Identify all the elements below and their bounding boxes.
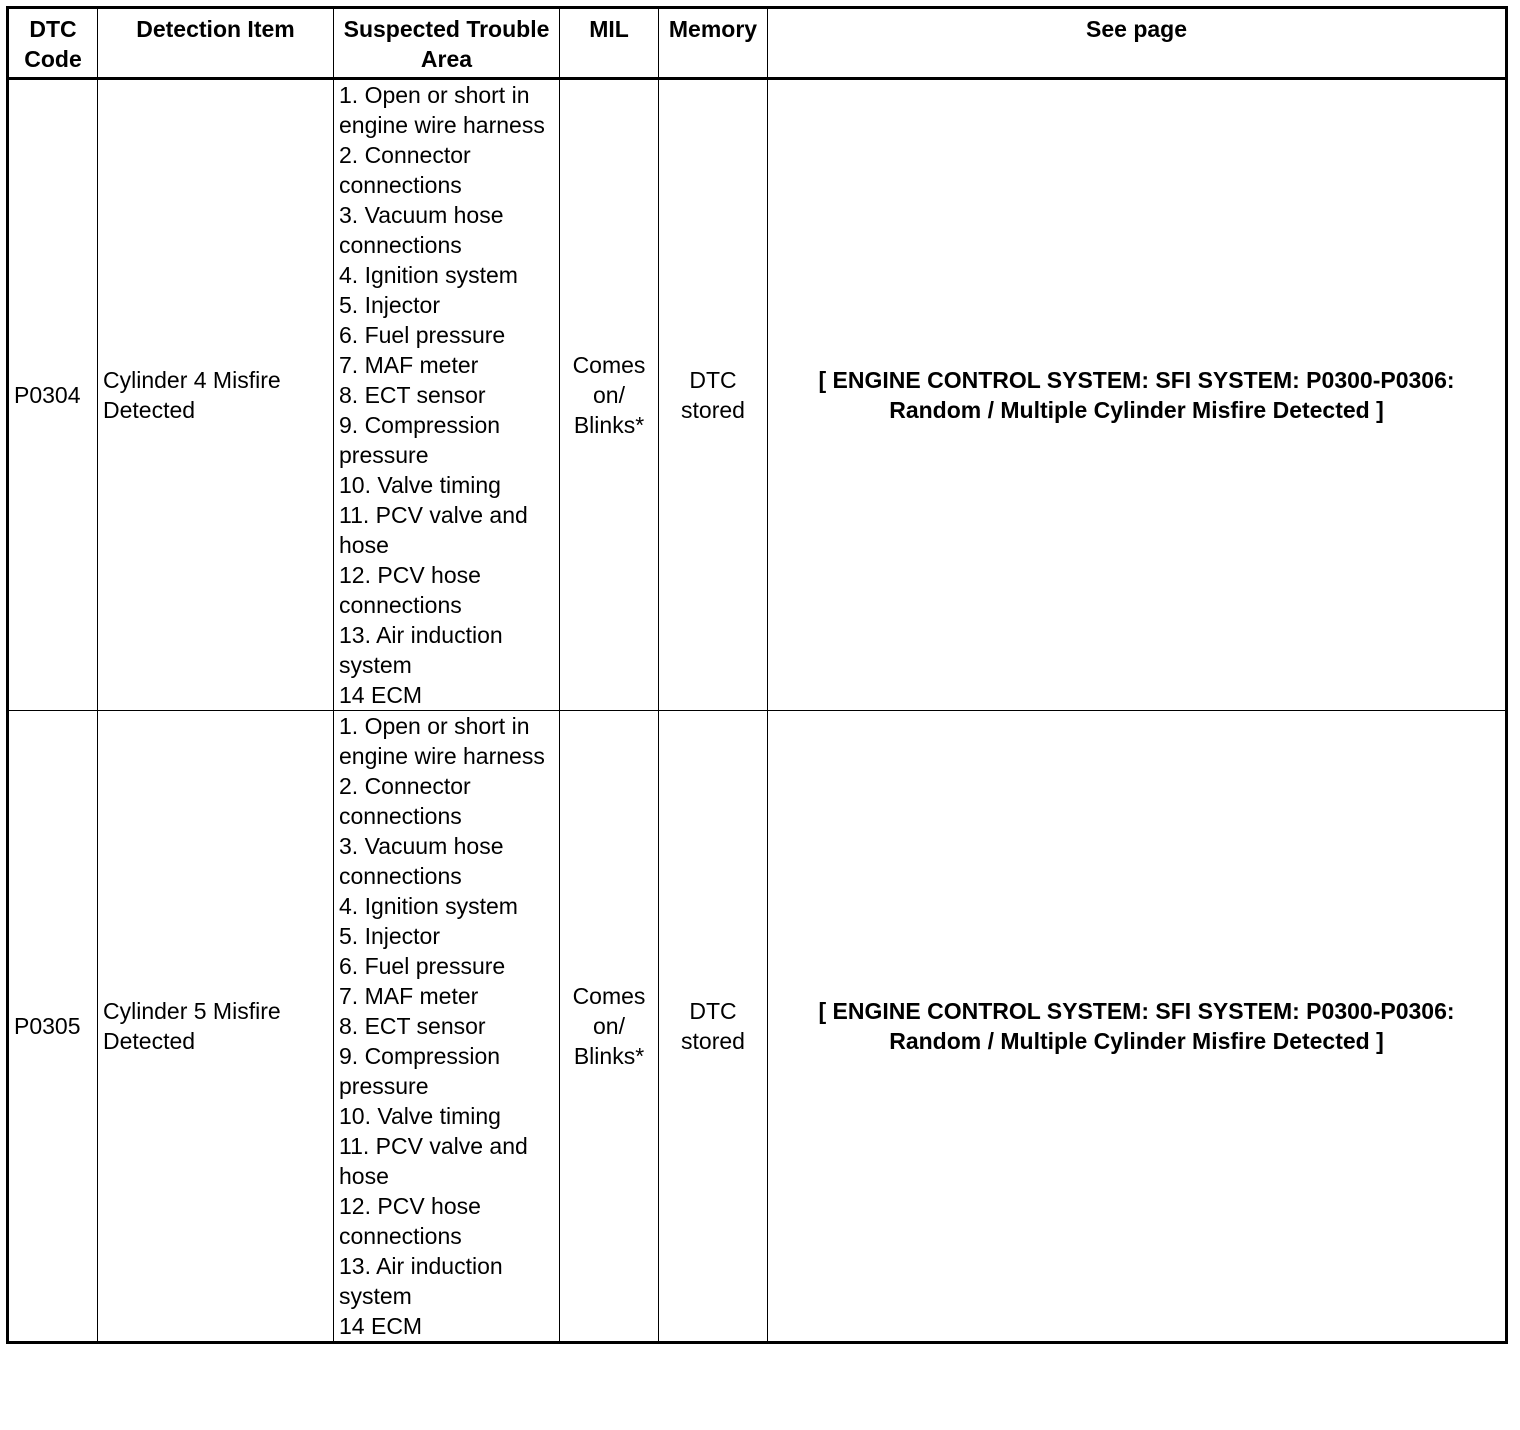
trouble-area-item: 14 ECM: [339, 682, 423, 708]
table-body: [8, 79, 1507, 1343]
see-page-cell: [ ENGINE CONTROL SYSTEM: SFI SYSTEM: P0300-P0306: Random / Multiple Cylinder Misfire Detected ]: [768, 711, 1507, 1343]
table-row: [8, 711, 1507, 1343]
trouble-area-item: 12. PCV hose connections: [339, 1193, 481, 1249]
dtc-code-cell: P0304: [8, 79, 98, 711]
header-memory: Memory: [659, 8, 768, 79]
table-header: [8, 8, 1507, 79]
dtc-table: [6, 6, 1508, 1344]
trouble-area-item: 6. Fuel pressure: [339, 953, 506, 979]
trouble-area-item: 3. Vacuum hose connections: [339, 833, 504, 889]
trouble-area-item: 13. Air induction system: [339, 622, 503, 678]
see-page-cell: [ ENGINE CONTROL SYSTEM: SFI SYSTEM: P0300-P0306: Random / Multiple Cylinder Misfire Detected ]: [768, 79, 1507, 711]
trouble-area-item: 5. Injector: [339, 292, 440, 318]
detection-item-cell: Cylinder 5 Misfire Detected: [98, 711, 334, 1343]
trouble-area-item: 14 ECM: [339, 1313, 423, 1339]
trouble-area-item: 11. PCV valve and hose: [339, 1133, 528, 1189]
mil-cell: Comes on/ Blinks*: [560, 79, 659, 711]
memory-cell: DTC stored: [659, 711, 768, 1343]
table-row: [8, 79, 1507, 711]
trouble-area-item: 9. Compression pressure: [339, 1043, 501, 1099]
trouble-area-item: 12. PCV hose connections: [339, 562, 481, 618]
header-mil: MIL: [560, 8, 659, 79]
header-detection-item: Detection Item: [98, 8, 334, 79]
trouble-area-item: 10. Valve timing: [339, 1103, 501, 1129]
memory-cell: DTC stored: [659, 79, 768, 711]
header-see-page: See page: [768, 8, 1507, 79]
trouble-area-item: 4. Ignition system: [339, 893, 518, 919]
header-dtc-code: DTC Code: [8, 8, 98, 79]
trouble-area-item: 3. Vacuum hose connections: [339, 202, 504, 258]
trouble-area-item: 5. Injector: [339, 923, 440, 949]
trouble-area-item: 2. Connector connections: [339, 773, 471, 829]
mil-cell: Comes on/ Blinks*: [560, 711, 659, 1343]
header-suspected-trouble-area: Suspected Trouble Area: [334, 8, 560, 79]
trouble-area-item: 1. Open or short in engine wire harness: [339, 713, 545, 769]
trouble-area-item: 9. Compression pressure: [339, 412, 501, 468]
header-row: [8, 8, 1507, 79]
trouble-area-item: 6. Fuel pressure: [339, 322, 506, 348]
trouble-area-item: 7. MAF meter: [339, 352, 479, 378]
suspected-trouble-area-cell: [334, 79, 560, 711]
trouble-area-item: 11. PCV valve and hose: [339, 502, 528, 558]
suspected-trouble-area-cell: [334, 711, 560, 1343]
trouble-area-item: 8. ECT sensor: [339, 382, 486, 408]
detection-item-cell: Cylinder 4 Misfire Detected: [98, 79, 334, 711]
trouble-area-item: 13. Air induction system: [339, 1253, 503, 1309]
trouble-area-item: 2. Connector connections: [339, 142, 471, 198]
dtc-code-cell: P0305: [8, 711, 98, 1343]
trouble-area-item: 10. Valve timing: [339, 472, 501, 498]
trouble-area-item: 8. ECT sensor: [339, 1013, 486, 1039]
trouble-area-item: 7. MAF meter: [339, 983, 479, 1009]
trouble-area-item: 1. Open or short in engine wire harness: [339, 82, 545, 138]
trouble-area-item: 4. Ignition system: [339, 262, 518, 288]
